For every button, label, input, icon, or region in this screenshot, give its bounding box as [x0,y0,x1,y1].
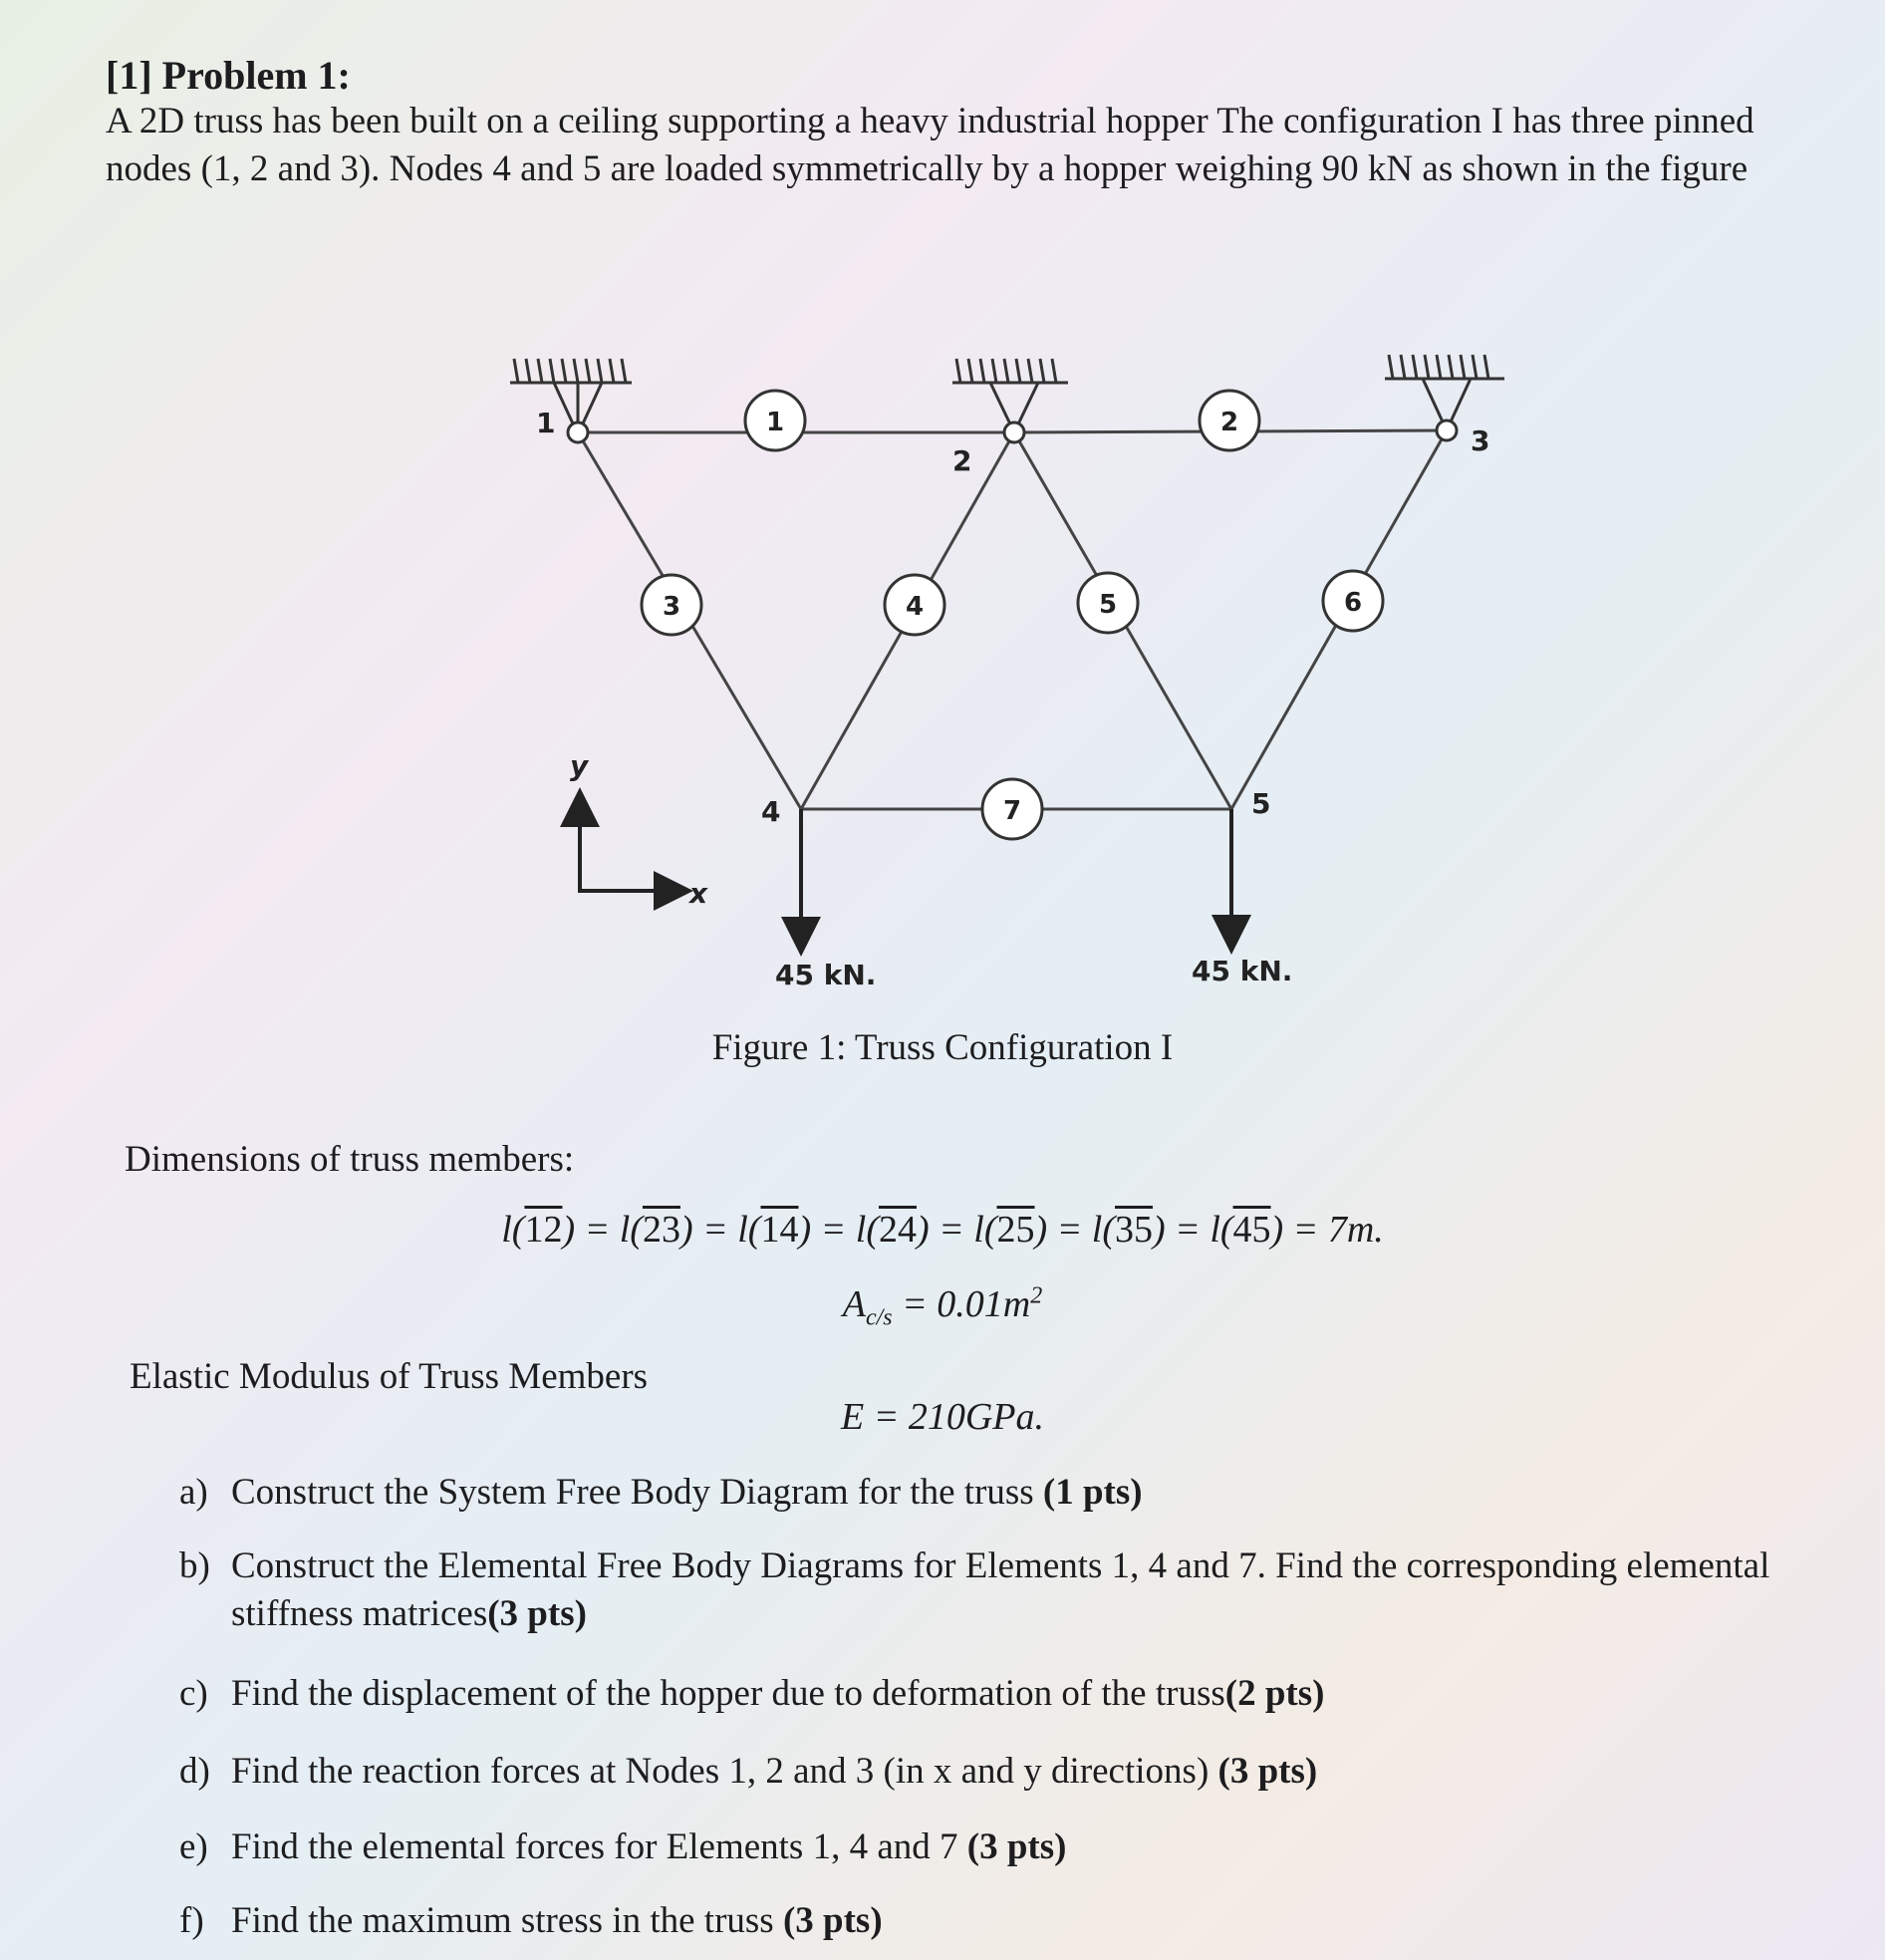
question-f-label: f) [179,1900,204,1941]
question-e-label: e) [179,1826,208,1867]
node-label-2: 2 [952,444,972,477]
question-b-points: (3 pts) [487,1593,587,1634]
figure-caption: Figure 1: Truss Configuration I [711,1027,1174,1068]
node-3-pin [1437,420,1457,440]
question-f [179,1897,883,1945]
question-d-points: (3 pts) [1217,1751,1318,1792]
question-d [179,1748,1317,1796]
coordinate-axes [570,749,708,910]
element-badge-4 [885,575,944,635]
question-c-points: (2 pts) [1224,1673,1325,1714]
member-25: 25 [996,1209,1035,1251]
question-c-text: Find the displacement of the hopper due to deformation of the truss [231,1673,1225,1714]
intro-line-1: A 2D truss has been built on a ceiling supporting a heavy industrial hopper The configuration I has three pinned [106,101,1754,141]
node-2-pin [1004,422,1024,442]
member-length-equation: l(12) = l(23) = l(14) = l(24) = l(25) = l(35) = l(45) = 7m. [501,1209,1384,1251]
elastic-heading: Elastic Modulus of Truss Members [130,1356,649,1397]
area-equation: $A_{c/s} = 0.01m^2$ [842,1282,1043,1331]
member-45: 45 [1232,1209,1271,1251]
question-b [179,1542,1769,1638]
member-35: 35 [1115,1209,1154,1251]
problem-title: [1] Problem 1: [106,53,351,98]
question-c-label: c) [179,1673,208,1714]
member-12: 12 [524,1209,563,1251]
question-d-label: d) [179,1751,210,1792]
element-label-2: 2 [1219,408,1239,437]
element-label-1: 1 [765,408,785,437]
node-label-5: 5 [1251,787,1271,820]
area-subscript: c/s [865,1304,893,1331]
question-d-text: Find the reaction forces at Nodes 1, 2 and 3 (in x and y directions) [231,1751,1210,1792]
question-f-text: Find the maximum stress in the truss [231,1900,774,1941]
question-e-text: Find the elemental forces for Elements 1, 4 and 7 [231,1826,958,1867]
element-badge-6 [1323,571,1383,631]
question-a [179,1469,1143,1517]
node-label-4: 4 [761,795,781,828]
load-label-left: 45 kN. [775,959,877,991]
member-24: 24 [878,1209,917,1251]
element-label-3: 3 [662,592,681,622]
load-label-right: 45 kN. [1192,955,1293,987]
ceiling-support-2 [952,359,1068,383]
element-badge-1 [745,391,805,450]
ceiling-support-1 [510,359,632,383]
question-e-points: (3 pts) [966,1826,1067,1867]
element-badge-7 [982,779,1042,839]
question-b-text: Construct the Elemental Free Body Diagrams for Elements 1, 4 and 7. Find the corresponding elemental [231,1545,1770,1586]
question-b-text-2: stiffness matrices [231,1593,488,1634]
node-label-3: 3 [1471,424,1490,457]
element-badge-5 [1078,573,1138,633]
question-f-points: (3 pts) [782,1900,883,1941]
question-e [179,1823,1066,1871]
node-label-1: 1 [536,407,556,439]
element-label-7: 7 [1002,796,1022,826]
question-a-label: a) [179,1472,208,1513]
intro-line-2: nodes (1, 2 and 3). Nodes 4 and 5 are loaded symmetrically by a hopper weighing 90 kN as shown in the figure [106,148,1749,189]
member-23: 23 [642,1209,680,1251]
ceiling-support-3 [1385,355,1504,379]
axis-label-y: y [570,749,589,782]
area-symbol: A [842,1283,866,1325]
element-badge-2 [1200,391,1259,450]
dimensions-heading: Dimensions of truss members: [125,1139,575,1180]
area-value: 0.01m [937,1283,1031,1325]
question-b-label: b) [179,1545,210,1586]
node-1-pin [568,422,588,442]
question-c [179,1670,1324,1718]
area-exponent: 2 [1030,1282,1043,1309]
element-label-5: 5 [1098,590,1118,620]
question-a-text: Construct the System Free Body Diagram for the truss [231,1472,1034,1513]
elastic-equation: E = 210GPa. [840,1396,1044,1438]
element-label-6: 6 [1343,588,1363,618]
element-badge-3 [642,575,701,635]
axis-label-x: x [689,877,708,910]
question-a-points: (1 pts) [1042,1472,1143,1513]
member-14: 14 [760,1209,799,1251]
length-value: 7m. [1327,1209,1384,1251]
element-label-4: 4 [905,592,925,622]
